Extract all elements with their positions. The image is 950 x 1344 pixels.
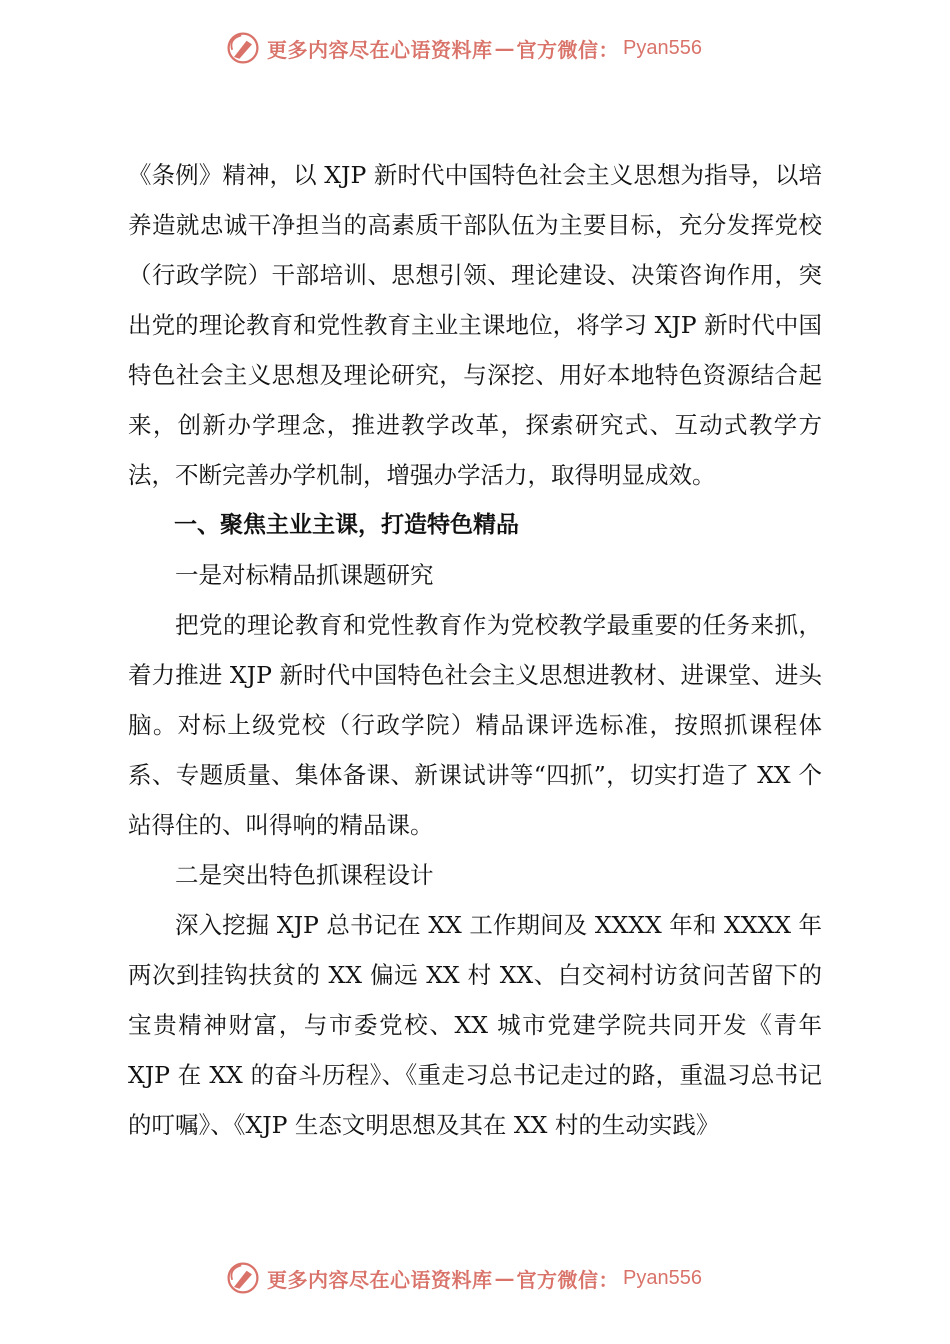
footer-watermark — [225, 1258, 702, 1298]
watermark-wechat-label: 官方微信： — [516, 37, 619, 62]
pen-nib-circle-icon — [225, 30, 261, 66]
watermark-separator: — — [494, 1266, 515, 1290]
subsection-body-2: 深入挖掘 XJP 总书记在 XX 工作期间及 XXXX 年和 XXXX 年两次到挂钩扶贫的 XX 偏远 XX 村 XX、白交祠村访贫问苦留下的宝贵精神财富，与市委党校、XX 城市党建学院共同开发《青年 XJP 在 XX 的奋斗历程》、《重走习总书记走过的路，重温习总书记的叮嘱》、《XJP 生态文明思想及其在 XX 村的生动实践》 — [128, 911, 822, 1139]
intro-paragraph: 《条例》精神，以 XJP 新时代中国特色社会主义思想为指导，以培养造就忠诚干净担当的高素质干部队伍为主要目标，充分发挥党校（行政学院）干部培训、思想引领、理论建设、决策咨询作用，突出党的理论教育和党性教育主业主课地位，将学习 XJP 新时代中国特色社会主义思想及理论研究，与深挖、用好本地特色资源结合起来，创新办学理念，推进教学改革，探索研究式、互动式教学方法，不断完善办学机制，增强办学活力，取得明显成效。 — [128, 161, 822, 489]
subsection-heading-2: 二是突出特色抓课程设计 — [175, 861, 434, 889]
document-body — [128, 150, 822, 1150]
watermark-wechat-label: 官方微信： — [516, 1267, 619, 1292]
watermark-site-text: 更多内容尽在心语资料库 — [267, 37, 493, 62]
watermark-wechat-id: Pyan556 — [623, 1266, 702, 1289]
section-heading: 一、聚焦主业主课，打造特色精品 — [174, 512, 519, 538]
watermark-site-text: 更多内容尽在心语资料库 — [267, 1267, 493, 1292]
pen-nib-circle-icon — [225, 1260, 261, 1296]
header-watermark — [225, 28, 702, 68]
subsection-heading-1: 一是对标精品抓课题研究 — [175, 561, 434, 589]
watermark-wechat-id: Pyan556 — [623, 36, 702, 59]
watermark-separator: — — [494, 36, 515, 60]
subsection-body-1: 把党的理论教育和党性教育作为党校教学最重要的任务来抓，着力推进 XJP 新时代中国特色社会主义思想进教材、进课堂、进头脑。对标上级党校（行政学院）精品课评选标准，按照抓课程体系、专题质量、集体备课、新课试讲等“四抓”，切实打造了 XX 个站得住的、叫得响的精品课。 — [128, 611, 822, 839]
